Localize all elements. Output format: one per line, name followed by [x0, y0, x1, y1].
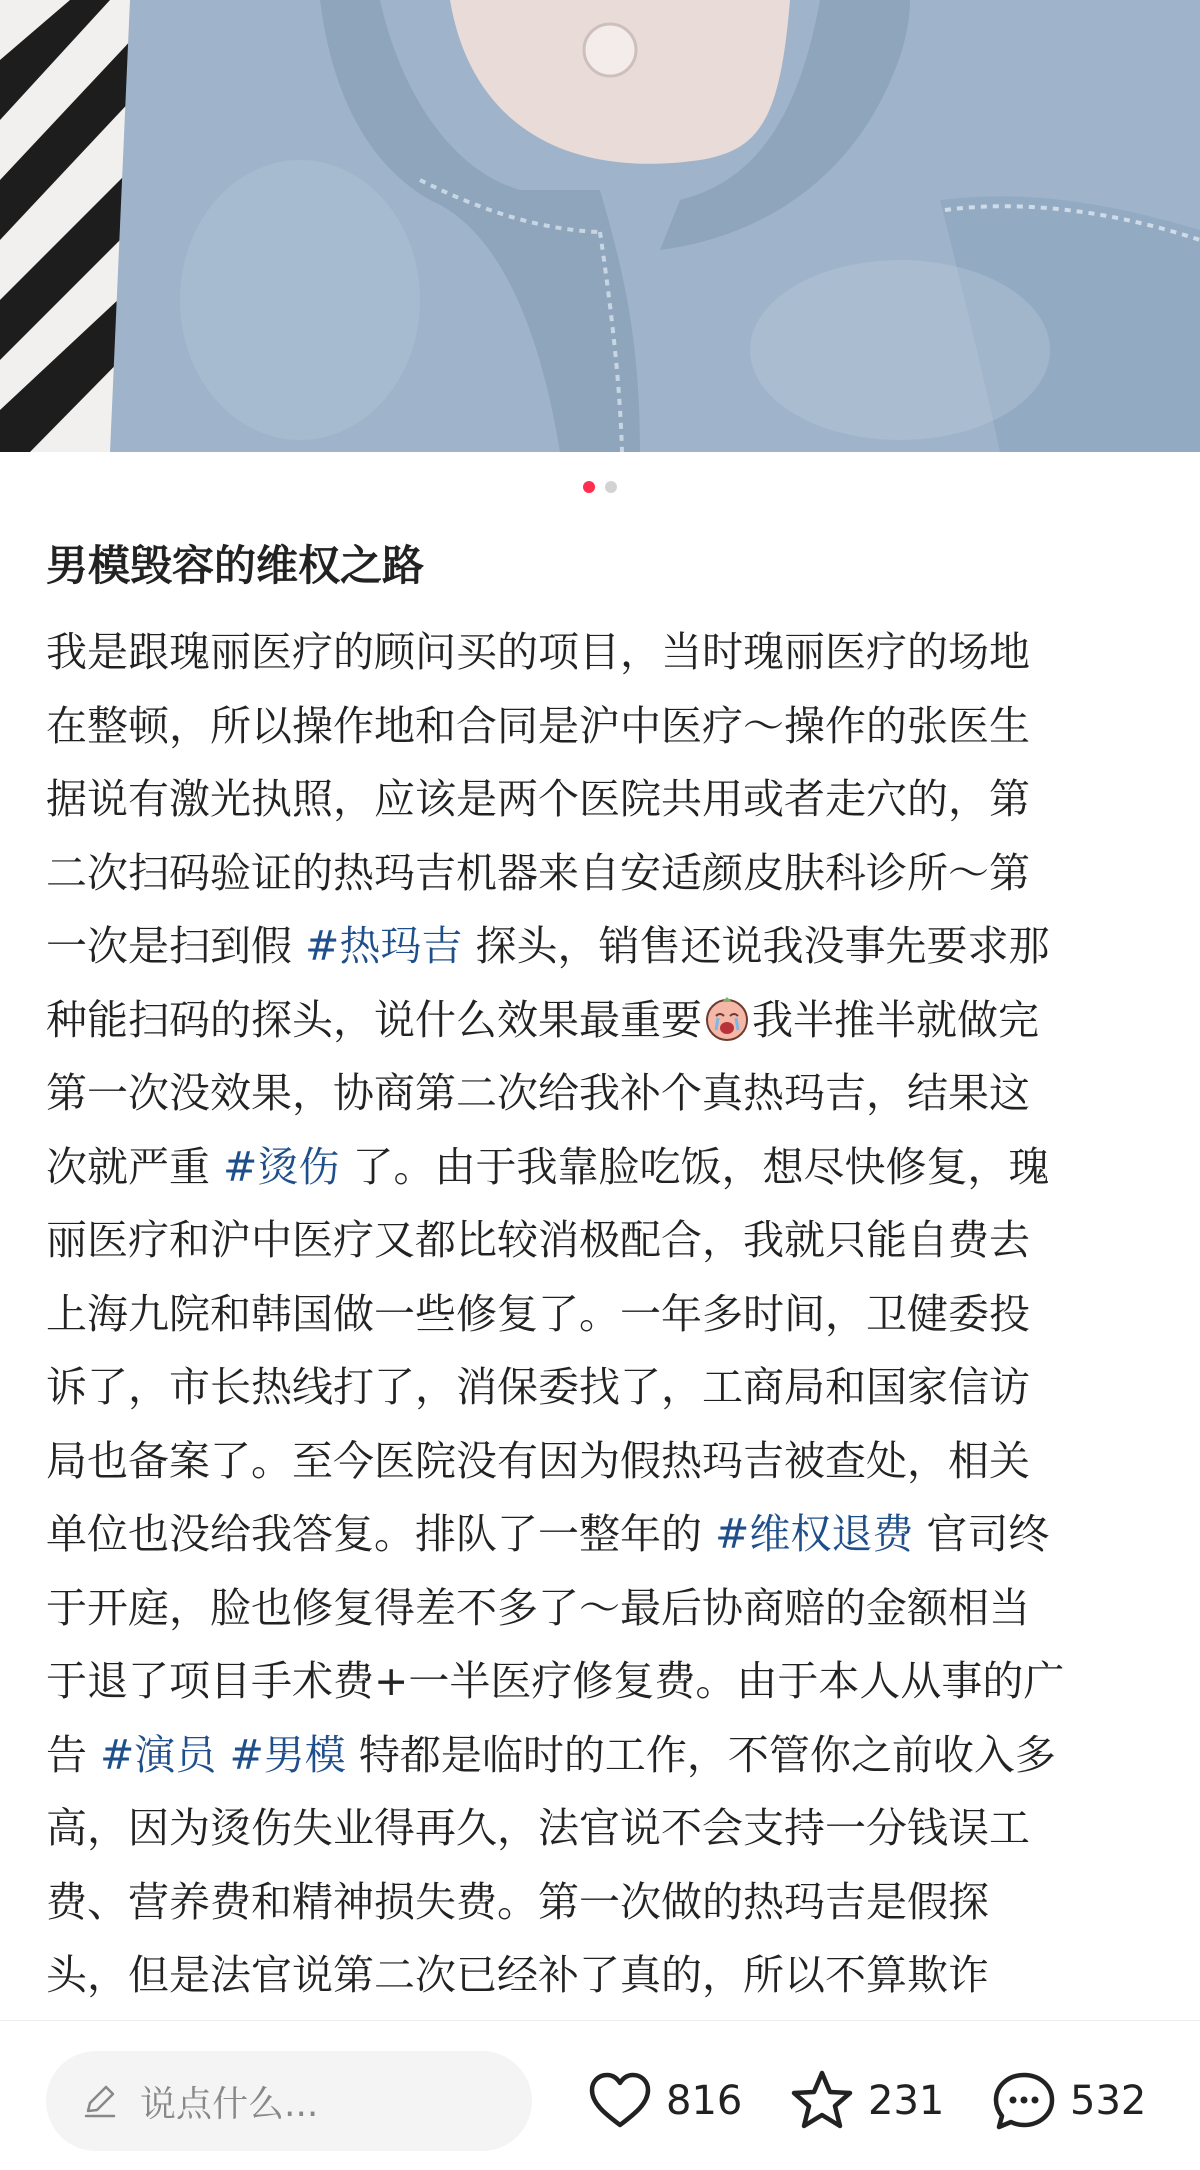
comment-button[interactable]	[988, 2061, 1146, 2141]
carousel-indicator	[0, 481, 1200, 493]
bottom-action-bar	[0, 2020, 1200, 2170]
content-text	[216, 1731, 229, 1779]
hashtag-link[interactable]: #热玛吉	[305, 922, 463, 970]
content-text: 探头，销售还说我没事先要求那	[462, 922, 1050, 970]
content-text: 次就严重	[46, 1142, 224, 1191]
content-text: 于退了项目手术费+一半医疗修复费。由于本人从事的广	[46, 1657, 1065, 1705]
content-line	[46, 1057, 1166, 1131]
content-line	[46, 1131, 1166, 1205]
content-text: 费、营养费和精神损失费。第一次做的热玛吉是假探	[46, 1877, 989, 1926]
content-text: 头，但是法官说第二次已经补了真的，所以不算欺诈	[46, 1951, 989, 1999]
content-line	[46, 1939, 1166, 2013]
content-text: 丽医疗和沪中医疗又都比较消极配合，我就只能自费去	[46, 1216, 1030, 1264]
content-line	[46, 1866, 1166, 1940]
content-text: 据说有激光执照，应该是两个医院共用或者走穴的，第	[46, 775, 1030, 823]
content-line	[46, 1425, 1166, 1499]
post-photo[interactable]	[0, 0, 1200, 452]
content-line	[46, 1645, 1166, 1719]
content-text: 诉了，市长热线打了，消保委找了，工商局和国家信访	[46, 1363, 1030, 1411]
favorite-count: 231	[868, 2078, 945, 2124]
content-text: 高，因为烫伤失业得再久，法官说不会支持一分钱误工	[46, 1804, 1030, 1852]
hashtag-link[interactable]: #演员	[100, 1730, 217, 1779]
content-text: 在整顿，所以操作地和合同是沪中医疗～操作的张医生	[46, 701, 1030, 750]
hashtag-link[interactable]: #烫伤	[223, 1142, 340, 1191]
pencil-icon	[80, 2081, 120, 2121]
content-text: 我是跟瑰丽医疗的顾问买的项目，当时瑰丽医疗的场地	[46, 628, 1030, 676]
content-text: 特都是临时的工作，不管你之前收入多	[345, 1730, 1056, 1779]
content-line	[46, 616, 1166, 690]
denim-jacket-photo	[0, 0, 1200, 452]
content-text: 二次扫码验证的热玛吉机器来自安适颜皮肤科诊所～第	[46, 848, 1030, 897]
content-text: 上海九院和韩国做一些修复了。一年多时间，卫健委投	[46, 1289, 1030, 1338]
content-line	[46, 1792, 1166, 1866]
carousel-dot-1[interactable]	[583, 481, 595, 493]
content-line	[46, 1498, 1166, 1572]
content-text: 告	[46, 1730, 101, 1779]
content-text: 我半推半就做完	[752, 995, 1039, 1044]
hashtag-link[interactable]: #维权退费	[715, 1510, 914, 1558]
heart-icon	[584, 2065, 656, 2137]
content-line	[46, 1278, 1166, 1352]
content-line	[46, 763, 1166, 837]
star-icon	[786, 2065, 858, 2137]
hashtag-link[interactable]: #男模	[229, 1730, 346, 1779]
content-text: 了。由于我靠脸吃饭，想尽快修复，瑰	[339, 1142, 1050, 1191]
like-button[interactable]	[584, 2061, 742, 2141]
content-text: 第一次没效果，协商第二次给我补个真热玛吉，结果这	[46, 1069, 1030, 1117]
post-content	[46, 616, 1166, 2014]
content-text: 局也备案了。至今医院没有因为假热玛吉被查处，相关	[46, 1436, 1030, 1485]
comment-count: 532	[1070, 2078, 1147, 2124]
comment-bubble-icon	[988, 2065, 1060, 2137]
content-line	[46, 1572, 1166, 1646]
favorite-button[interactable]	[786, 2061, 944, 2141]
content-line	[46, 910, 1166, 984]
content-text: 于开庭，脸也修复得差不多了～最后协商赔的金额相当	[46, 1583, 1030, 1632]
content-line	[46, 837, 1166, 911]
carousel-dot-2[interactable]	[605, 481, 617, 493]
crying-face-emoji	[704, 996, 750, 1042]
content-text: 单位也没给我答复。排队了一整年的	[46, 1510, 716, 1558]
content-text: 官司终	[913, 1510, 1050, 1558]
post-title: 男模毁容的维权之路	[46, 541, 425, 590]
like-count: 816	[666, 2078, 743, 2124]
content-text: 种能扫码的探头，说什么效果最重要	[46, 995, 702, 1044]
content-line	[46, 1351, 1166, 1425]
content-line	[46, 690, 1166, 764]
content-text: 一次是扫到假	[46, 922, 306, 970]
content-line	[46, 1204, 1166, 1278]
content-line	[46, 1719, 1166, 1793]
comment-input[interactable]	[46, 2051, 532, 2151]
comment-placeholder: 说点什么...	[140, 2083, 319, 2125]
content-line	[46, 984, 1166, 1058]
